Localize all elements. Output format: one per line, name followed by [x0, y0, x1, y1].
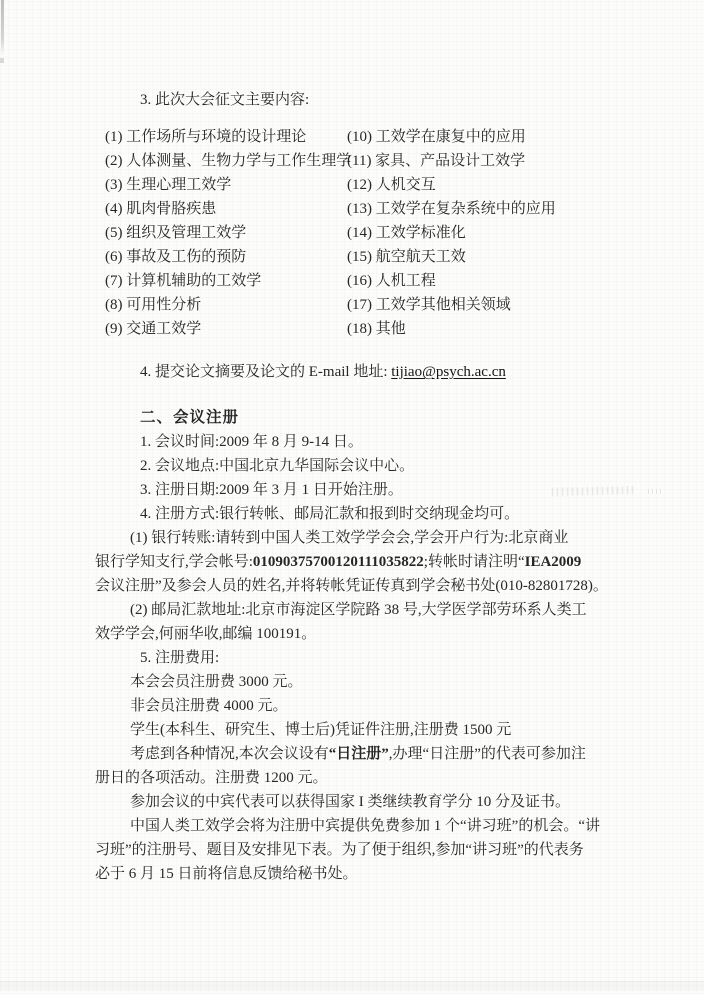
scan-scratch-artifact: [1, 0, 4, 56]
submission-email-line: [95, 360, 658, 384]
topic-item: (5) 组织及管理工效学: [105, 225, 247, 241]
topic-item: (7) 计算机辅助的工效学: [105, 273, 262, 289]
bank-line2-prefix: 银行学知支行,学会帐号:: [95, 554, 253, 570]
pencil-smudge-artifact-2: [648, 489, 662, 494]
call-for-papers-heading: 3. 此次大会征文主要内容:: [140, 92, 310, 108]
day-line1-suffix: ,办理“日注册”的代表可参加注: [388, 746, 586, 762]
workshop-line3: 必于 6 月 15 日前将信息反馈给秘书处。: [95, 866, 358, 882]
topics-list: [105, 125, 658, 341]
topic-item: (8) 可用性分析: [105, 297, 202, 313]
topic-item: (12) 人机交互: [347, 177, 436, 193]
submission-email-link[interactable]: tijiao@psych.ac.cn: [391, 364, 506, 380]
topic-item: (15) 航空航天工效: [347, 249, 466, 265]
submission-email-prefix: 4. 提交论文摘要及论文的 E-mail 地址:: [140, 364, 388, 380]
topic-item: (4) 肌肉骨胳疾患: [105, 201, 217, 217]
fee-nonmember: 非会员注册费 4000 元。: [130, 698, 288, 714]
scan-bottom-band-artifact: [0, 981, 704, 991]
bank-iea-code: IEA2009: [524, 554, 582, 570]
workshop-line1: 中国人类工效学会将为注册中宾提供免费参加 1 个“讲习班”的机会。“讲: [130, 818, 600, 834]
registration-item-date: 3. 注册日期:2009 年 3 月 1 日开始注册。: [140, 482, 403, 498]
topic-item: (16) 人机工程: [347, 273, 436, 289]
registration-item-time: 1. 会议时间:2009 年 8 月 9-14 日。: [140, 434, 363, 450]
bank-transfer-line3: 会议注册”及参会人员的姓名,并将转帐凭证传真到学会秘书处(010-82801728)。: [95, 578, 608, 594]
postal-remittance-paragraph: [95, 598, 658, 646]
day-registration-line1: [95, 742, 658, 766]
registration-section-heading: 二、会议注册: [140, 409, 240, 426]
topic-item: (13) 工效学在复杂系统中的应用: [347, 201, 556, 217]
postal-line2: 效学学会,何丽华收,邮编 100191。: [95, 626, 317, 642]
bank-transfer-paragraph: [95, 526, 658, 598]
topic-item: (6) 事故及工伤的预防: [105, 249, 247, 265]
bank-account-number: 01090375700120111035822: [252, 554, 424, 570]
bank-transfer-line1: (1) 银行转账:请转到中国人类工效学学会会,学会开户行为:北京商业: [130, 530, 569, 546]
topic-item: (9) 交通工效学: [105, 321, 202, 337]
fee-member: 本会会员注册费 3000 元。: [130, 674, 303, 690]
bank-line2-mid: ;转帐时请注明“: [423, 554, 525, 570]
credit-paragraph: 参加会议的中宾代表可以获得国家 I 类继续教育学分 10 分及证书。: [130, 794, 570, 810]
scan-scratch-artifact-2: [0, 58, 4, 63]
day-line1-prefix: 考虑到各种情况,本次会议设有: [130, 746, 329, 762]
topic-item: (11) 家具、产品设计工效学: [347, 153, 526, 169]
postal-line1: (2) 邮局汇款地址:北京市海淀区学院路 38 号,大学医学部劳环系人类工: [130, 602, 587, 618]
fees-heading: 5. 注册费用:: [140, 650, 220, 666]
day-registration-term: “日注册”: [328, 746, 389, 762]
topic-item: (14) 工效学标准化: [347, 225, 466, 241]
topic-item: (17) 工效学其他相关领域: [347, 297, 511, 313]
bank-transfer-line2: [95, 550, 658, 574]
registration-item-place: 2. 会议地点:中国北京九华国际会议中心。: [140, 458, 415, 474]
topic-item: (2) 人体测量、生物力学与工作生理学: [105, 153, 352, 169]
fee-student: 学生(本科生、研究生、博士后)凭证件注册,注册费 1500 元: [130, 722, 512, 738]
topic-item: (10) 工效学在康复中的应用: [347, 129, 526, 145]
workshop-line2: 习班”的注册号、题目及安排见下表。为了便于组织,参加“讲习班”的代表务: [95, 842, 584, 858]
day-registration-line2: 册日的各项活动。注册费 1200 元。: [95, 770, 328, 786]
workshop-paragraph: [95, 814, 658, 886]
topic-item: (3) 生理心理工效学: [105, 177, 232, 193]
topic-item: (1) 工作场所与环境的设计理论: [105, 129, 307, 145]
topic-item: (18) 其他: [347, 321, 406, 337]
day-registration-paragraph: [95, 742, 658, 790]
registration-item-method: 4. 注册方式:银行转帐、邮局汇款和报到时交纳现金均可。: [140, 506, 520, 522]
